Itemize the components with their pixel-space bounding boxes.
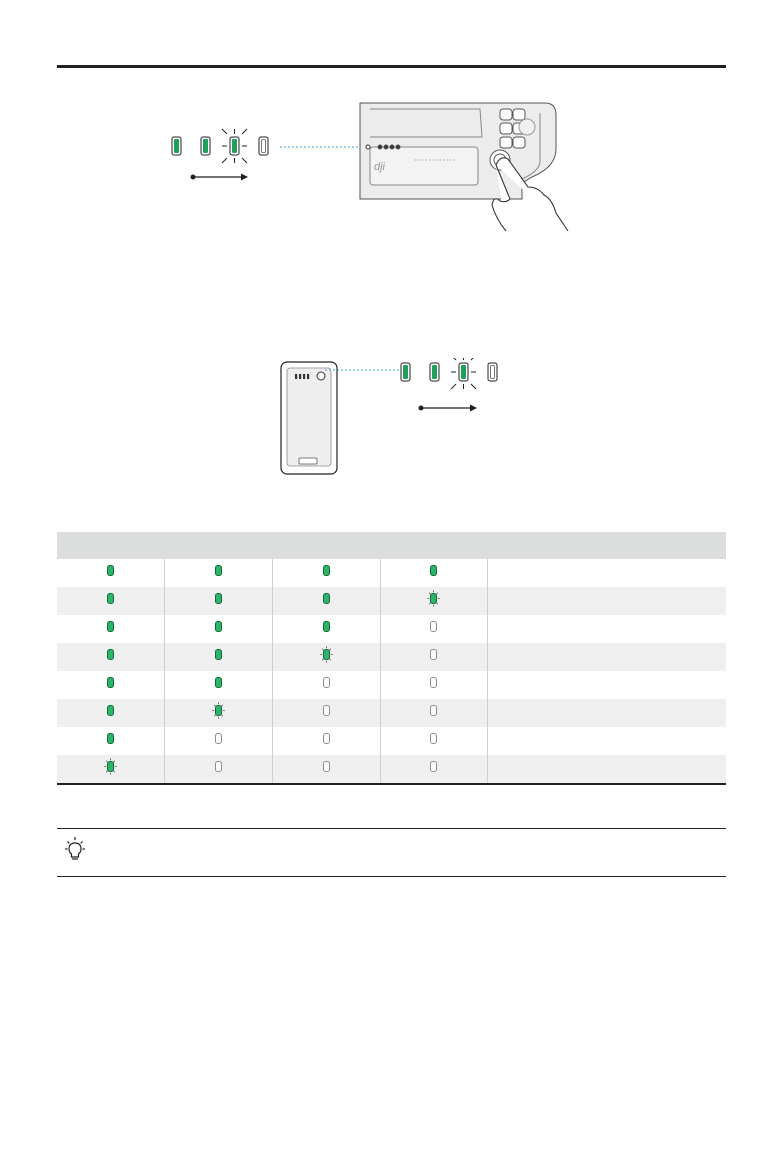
led-blink-icon xyxy=(451,358,476,389)
table-cell-led1 xyxy=(57,699,164,727)
led-blink-icon xyxy=(222,129,247,163)
table-cell-led2 xyxy=(164,755,272,784)
note-box xyxy=(57,828,726,877)
table-row xyxy=(57,699,726,727)
led-off-icon xyxy=(427,618,440,635)
table-cell-led2 xyxy=(164,671,272,699)
led-on-icon xyxy=(427,562,440,579)
table-cell-led3 xyxy=(272,755,380,784)
led-on-icon xyxy=(401,363,410,381)
svg-text:dji: dji xyxy=(374,161,386,173)
header-led4 xyxy=(380,532,487,559)
led-sequence-top xyxy=(172,129,268,163)
led-on-icon xyxy=(104,702,117,719)
table-cell-led1 xyxy=(57,587,164,615)
table-cell-led2 xyxy=(164,587,272,615)
led-off-icon xyxy=(427,674,440,691)
table-row xyxy=(57,755,726,784)
arrow-right-icon xyxy=(191,174,249,181)
led-on-icon xyxy=(104,730,117,747)
table-cell-led4 xyxy=(380,671,487,699)
led-blink-icon xyxy=(104,758,117,775)
led-on-icon xyxy=(212,674,225,691)
lightbulb-icon xyxy=(61,835,89,863)
table-cell-led2 xyxy=(164,615,272,643)
led-on-icon xyxy=(212,590,225,607)
table-cell-led1 xyxy=(57,671,164,699)
led-on-icon xyxy=(212,618,225,635)
table-cell-led3 xyxy=(272,699,380,727)
led-off-icon xyxy=(320,758,333,775)
table-cell-level xyxy=(487,671,726,699)
table-cell-level xyxy=(487,559,726,587)
table-cell-led2 xyxy=(164,727,272,755)
header-led1 xyxy=(57,532,164,559)
table-row xyxy=(57,587,726,615)
led-on-icon xyxy=(320,562,333,579)
header-led3 xyxy=(272,532,380,559)
table-cell-led3 xyxy=(272,727,380,755)
led-off-icon xyxy=(212,730,225,747)
table-cell-led4 xyxy=(380,559,487,587)
table-cell-led3 xyxy=(272,559,380,587)
table-cell-led4 xyxy=(380,755,487,784)
table-cell-led2 xyxy=(164,643,272,671)
led-on-icon xyxy=(320,618,333,635)
header-led2 xyxy=(164,532,272,559)
table-cell-led1 xyxy=(57,727,164,755)
table-cell-led4 xyxy=(380,699,487,727)
table-cell-level xyxy=(487,643,726,671)
table-row xyxy=(57,671,726,699)
table-row xyxy=(57,643,726,671)
controller-illustration xyxy=(160,95,580,235)
led-off-icon xyxy=(259,137,268,155)
led-on-icon xyxy=(320,590,333,607)
led-on-icon xyxy=(212,562,225,579)
table-cell-led1 xyxy=(57,559,164,587)
table-cell-led1 xyxy=(57,755,164,784)
table-cell-led2 xyxy=(164,559,272,587)
led-off-icon xyxy=(427,758,440,775)
led-off-icon xyxy=(427,646,440,663)
led-off-icon xyxy=(320,730,333,747)
led-off-icon xyxy=(320,702,333,719)
led-on-icon xyxy=(104,590,117,607)
battery-illustration xyxy=(275,358,515,480)
table-cell-level xyxy=(487,755,726,784)
led-blink-icon xyxy=(320,646,333,663)
table-cell-led4 xyxy=(380,643,487,671)
led-blink-icon xyxy=(427,590,440,607)
led-sequence-phone xyxy=(401,358,497,389)
led-on-icon xyxy=(104,646,117,663)
battery-level-table-wrap xyxy=(57,532,726,785)
table-cell-led3 xyxy=(272,643,380,671)
table-cell-led3 xyxy=(272,587,380,615)
led-on-icon xyxy=(104,674,117,691)
header-level xyxy=(487,532,726,559)
table-cell-led4 xyxy=(380,727,487,755)
table-cell-level xyxy=(487,615,726,643)
table-cell-led3 xyxy=(272,671,380,699)
table-cell-led3 xyxy=(272,615,380,643)
led-on-icon xyxy=(104,562,117,579)
led-blink-icon xyxy=(212,702,225,719)
table-cell-led2 xyxy=(164,699,272,727)
table-cell-level xyxy=(487,587,726,615)
table-cell-level xyxy=(487,699,726,727)
table-row xyxy=(57,559,726,587)
led-off-icon xyxy=(488,363,497,381)
led-off-icon xyxy=(320,674,333,691)
table-cell-level xyxy=(487,727,726,755)
led-off-icon xyxy=(427,730,440,747)
led-on-icon xyxy=(212,646,225,663)
arrow-right-icon xyxy=(419,405,478,412)
led-on-icon xyxy=(201,137,210,155)
table-cell-led4 xyxy=(380,587,487,615)
table-cell-led4 xyxy=(380,615,487,643)
battery-level-table xyxy=(57,532,726,785)
table-row xyxy=(57,727,726,755)
table-header-row xyxy=(57,532,726,559)
led-on-icon xyxy=(430,363,439,381)
table-row xyxy=(57,615,726,643)
led-on-icon xyxy=(172,137,181,155)
led-off-icon xyxy=(212,758,225,775)
led-on-icon xyxy=(104,618,117,635)
table-cell-led1 xyxy=(57,643,164,671)
table-cell-led1 xyxy=(57,615,164,643)
top-rule xyxy=(57,65,726,68)
led-off-icon xyxy=(427,702,440,719)
table-body xyxy=(57,559,726,784)
